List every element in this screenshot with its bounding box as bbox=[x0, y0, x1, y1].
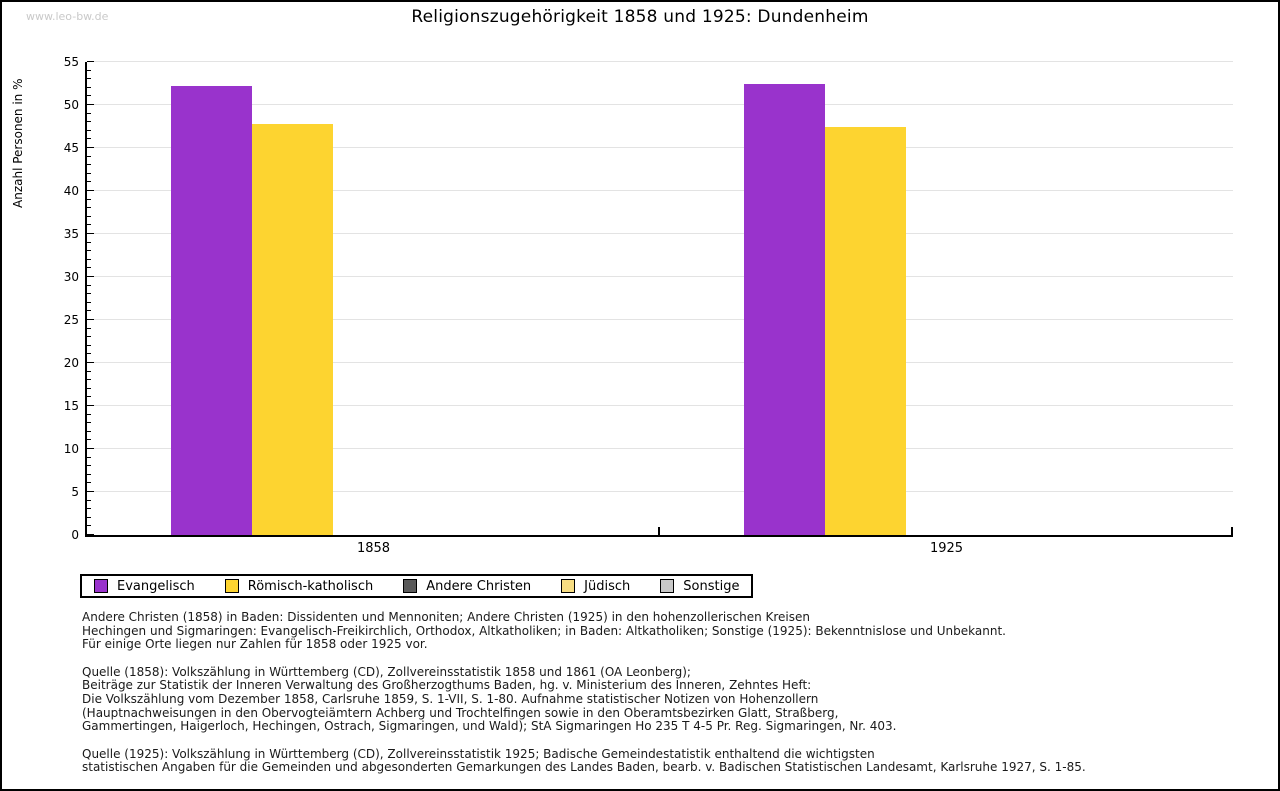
gridline bbox=[87, 61, 1233, 62]
y-tick bbox=[87, 121, 91, 122]
footnote-line: Gammertingen, Haigerloch, Hechingen, Ostrach, Sigmaringen, und Wald); StA Sigmaringen Ho 235 T 4-5 Pr. Reg. Sigmaringen, Nr. 403. bbox=[82, 719, 897, 734]
y-tick bbox=[87, 70, 91, 71]
footnotes bbox=[82, 611, 1086, 789]
y-tick bbox=[87, 414, 91, 415]
legend-label: Andere Christen bbox=[426, 578, 532, 594]
y-tick bbox=[87, 293, 91, 294]
y-tick bbox=[87, 396, 91, 397]
legend-item bbox=[561, 579, 630, 594]
y-tick bbox=[87, 439, 91, 440]
bar-römisch-katholisch-1858 bbox=[252, 124, 333, 535]
x-tick-label: 1925 bbox=[929, 541, 964, 556]
bar-römisch-katholisch-1925 bbox=[825, 127, 906, 536]
y-tick bbox=[87, 130, 91, 131]
y-tick bbox=[87, 104, 94, 105]
footnote-line: Hechingen und Sigmaringen: Evangelisch-Freikirchlich, Orthodox, Altkatholiken; in Baden: Altkatholiken; Sonstige (1925): Bekenntnislose und Unbekannt. bbox=[82, 623, 1006, 638]
y-tick bbox=[87, 310, 91, 311]
legend-item bbox=[660, 579, 739, 594]
y-tick-label: 5 bbox=[71, 485, 79, 499]
footnote-source-1858 bbox=[82, 666, 1086, 734]
plot-area bbox=[63, 55, 1233, 556]
legend-swatch bbox=[660, 579, 674, 593]
y-tick bbox=[87, 250, 91, 251]
x-axis-tick bbox=[1231, 527, 1233, 535]
bar-evangelisch-1925 bbox=[744, 84, 825, 536]
y-tick bbox=[87, 207, 91, 208]
y-tick bbox=[87, 87, 91, 88]
y-tick-label: 45 bbox=[63, 141, 79, 155]
y-tick bbox=[87, 267, 91, 268]
footnote-line: Für einige Orte liegen nur Zahlen für 1858 oder 1925 vor. bbox=[82, 637, 428, 652]
y-tick bbox=[87, 216, 91, 217]
legend-label: Jüdisch bbox=[584, 578, 631, 594]
y-tick bbox=[87, 525, 91, 526]
y-tick bbox=[87, 147, 94, 148]
legend-label: Sonstige bbox=[683, 578, 740, 594]
y-tick bbox=[87, 517, 91, 518]
footnote-note bbox=[82, 611, 1086, 652]
y-tick-label: 10 bbox=[63, 442, 79, 456]
y-tick bbox=[87, 95, 91, 96]
legend-swatch bbox=[94, 579, 108, 593]
x-tick-label: 1858 bbox=[356, 541, 391, 556]
y-tick-label: 30 bbox=[63, 270, 79, 284]
y-tick bbox=[87, 491, 94, 492]
legend bbox=[80, 574, 753, 598]
legend-swatch bbox=[403, 579, 417, 593]
y-tick bbox=[87, 448, 94, 449]
legend-swatch bbox=[561, 579, 575, 593]
y-tick bbox=[87, 345, 91, 346]
footnote-line: Beiträge zur Statistik der Inneren Verwaltung des Großherzogthums Baden, hg. v. Ministerium des Inneren, Zehntes Heft: bbox=[82, 678, 812, 693]
y-tick bbox=[87, 224, 91, 225]
y-tick bbox=[87, 500, 91, 501]
y-axis-label: Anzahl Personen in % bbox=[11, 78, 25, 208]
footnote-line: Andere Christen (1858) in Baden: Dissidenten und Mennoniten; Andere Christen (1925) in den hohenzollerischen Kreisen bbox=[82, 610, 810, 624]
y-tick bbox=[87, 190, 94, 191]
footnote-source-1925 bbox=[82, 748, 1086, 775]
y-tick bbox=[87, 78, 91, 79]
y-tick bbox=[87, 336, 91, 337]
y-tick bbox=[87, 534, 94, 535]
y-tick bbox=[87, 61, 94, 62]
legend-item bbox=[225, 579, 373, 594]
y-tick bbox=[87, 362, 94, 363]
y-tick bbox=[87, 353, 91, 354]
y-tick-label: 0 bbox=[71, 528, 79, 542]
y-tick bbox=[87, 259, 91, 260]
y-tick bbox=[87, 285, 91, 286]
y-tick bbox=[87, 199, 91, 200]
y-tick bbox=[87, 474, 91, 475]
y-tick-label: 15 bbox=[63, 399, 79, 413]
y-tick-label: 50 bbox=[63, 98, 79, 112]
y-tick bbox=[87, 164, 91, 165]
bar-evangelisch-1858 bbox=[171, 86, 252, 535]
y-tick bbox=[87, 173, 91, 174]
chart-title: Religionszugehörigkeit 1858 und 1925: Dundenheim bbox=[411, 7, 869, 27]
y-tick bbox=[87, 302, 91, 303]
footnote-line: Die Volkszählung vom Dezember 1858, Carlsruhe 1859, S. 1-VII, S. 1-80. Aufnahme statistischer Notizen von Hohenzollern bbox=[82, 691, 819, 706]
y-tick bbox=[87, 328, 91, 329]
y-tick-label: 20 bbox=[63, 356, 79, 370]
footnote-line: (Hauptnachweisungen in den Obervogteiämtern Achberg und Trochtelfingen sowie in den Oberamtsbezirken Glatt, Straßberg, bbox=[82, 705, 839, 720]
legend-swatch bbox=[225, 579, 239, 593]
y-tick bbox=[87, 371, 91, 372]
y-tick bbox=[87, 379, 91, 380]
watermark: www.leo-bw.de bbox=[26, 10, 109, 23]
footnote-line: Quelle (1925): Volkszählung in Württemberg (CD), Zollvereinsstatistik 1925; Badische Gemeindestatistik enthaltend die wichtigsten bbox=[82, 746, 875, 761]
y-tick bbox=[87, 465, 91, 466]
y-tick bbox=[87, 482, 91, 483]
y-tick bbox=[87, 388, 91, 389]
x-axis-tick bbox=[658, 527, 660, 535]
footnote-line: statistischen Angaben für die Gemeinden und abgesonderten Gemarkungen des Landes Baden, bearb. v. Badischen Statistischen Landesamt, Karlsruhe 1927, S. 1-85. bbox=[82, 760, 1086, 775]
y-tick bbox=[87, 508, 91, 509]
gridline bbox=[87, 104, 1233, 105]
y-tick bbox=[87, 113, 91, 114]
y-tick bbox=[87, 405, 94, 406]
y-tick bbox=[87, 156, 91, 157]
y-tick bbox=[87, 138, 91, 139]
y-tick-label: 35 bbox=[63, 227, 79, 241]
legend-label: Evangelisch bbox=[117, 578, 195, 594]
legend-item bbox=[403, 579, 531, 594]
y-tick bbox=[87, 422, 91, 423]
y-tick-label: 25 bbox=[63, 313, 79, 327]
legend-item bbox=[94, 579, 195, 594]
y-tick bbox=[87, 276, 94, 277]
y-tick bbox=[87, 242, 91, 243]
y-tick bbox=[87, 431, 91, 432]
y-tick bbox=[87, 457, 91, 458]
legend-label: Römisch-katholisch bbox=[247, 578, 374, 594]
footnote-line: Quelle (1858): Volkszählung in Württemberg (CD), Zollvereinsstatistik 1858 und 1861 (OA Leonberg); bbox=[82, 664, 691, 679]
y-tick bbox=[87, 319, 94, 320]
y-tick bbox=[87, 233, 94, 234]
y-tick-label: 40 bbox=[63, 184, 79, 198]
y-tick bbox=[87, 181, 91, 182]
y-tick-label: 55 bbox=[63, 55, 79, 69]
